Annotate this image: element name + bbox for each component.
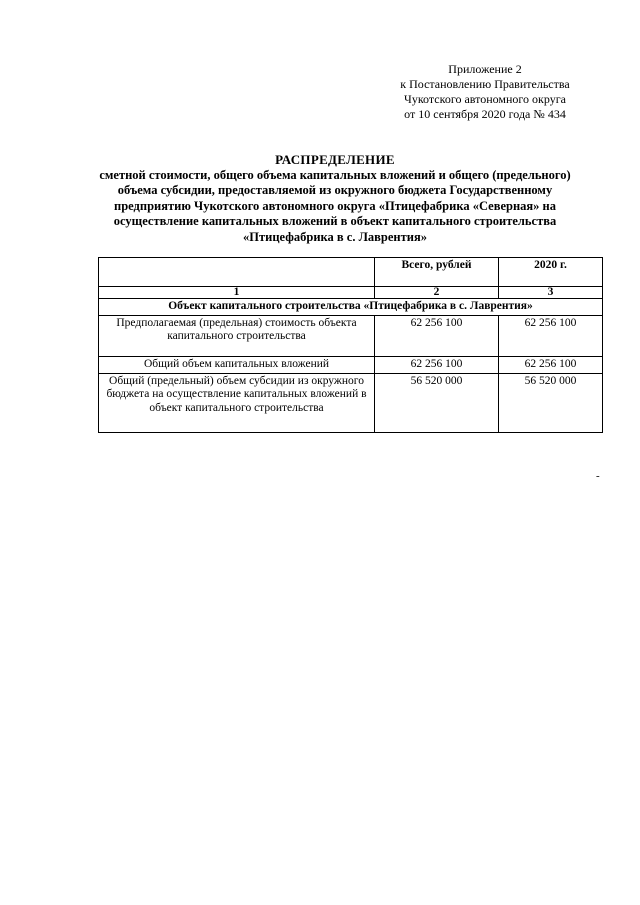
title-heading: РАСПРЕДЕЛЕНИЕ bbox=[275, 152, 395, 167]
row-label: Общий объем капитальных вложений bbox=[99, 356, 375, 373]
appendix-line-1: Приложение 2 bbox=[448, 62, 522, 76]
table-row bbox=[99, 356, 603, 373]
title-line-5: «Птицефабрика в с. Лаврентия» bbox=[243, 229, 427, 244]
appendix-line-4: от 10 сентября 2020 года № 434 bbox=[404, 107, 566, 121]
row-total: 56 520 000 bbox=[375, 373, 499, 432]
header-cell-total: Всего, рублей bbox=[375, 258, 499, 287]
title-line-2: объема субсидии, предоставляемой из окружного бюджета Государственному bbox=[117, 183, 553, 197]
header-cell-year: 2020 г. bbox=[499, 258, 603, 287]
column-number-2: 2 bbox=[375, 287, 499, 299]
row-year-2020: 62 256 100 bbox=[499, 356, 603, 373]
column-number-3: 3 bbox=[499, 287, 603, 299]
appendix-line-3: Чукотского автономного округа bbox=[404, 92, 566, 106]
row-year-2020: 62 256 100 bbox=[499, 315, 603, 356]
title-line-3: предприятию Чукотского автономного округа «Птицефабрика «Северная» на bbox=[114, 198, 556, 213]
header-cell-empty bbox=[99, 258, 375, 287]
appendix-block bbox=[385, 62, 585, 122]
row-label: Общий (предельный) объем субсидии из окружного бюджета на осуществление капитальных вложений в объект капитального строительства bbox=[99, 373, 375, 432]
table-row bbox=[99, 315, 603, 356]
table-row bbox=[99, 373, 603, 432]
object-title-cell: Объект капитального строительства «Птицефабрика в с. Лаврентия» bbox=[99, 299, 603, 316]
object-row bbox=[99, 299, 603, 316]
row-total: 62 256 100 bbox=[375, 356, 499, 373]
table-header-row bbox=[99, 258, 603, 287]
appendix-line-2: к Постановлению Правительства bbox=[400, 77, 570, 91]
footer-mark: - bbox=[596, 470, 600, 482]
distribution-table bbox=[98, 257, 603, 433]
title-line-1: сметной стоимости, общего объема капитальных вложений и общего (предельного) bbox=[99, 167, 571, 182]
row-total: 62 256 100 bbox=[375, 315, 499, 356]
title-line-4: осуществление капитальных вложений в объект капитального строительства bbox=[113, 214, 557, 228]
document-title bbox=[60, 152, 610, 245]
row-label: Предполагаемая (предельная) стоимость объекта капитального строительства bbox=[99, 315, 375, 356]
column-number-1: 1 bbox=[99, 287, 375, 299]
column-number-row bbox=[99, 287, 603, 299]
row-year-2020: 56 520 000 bbox=[499, 373, 603, 432]
